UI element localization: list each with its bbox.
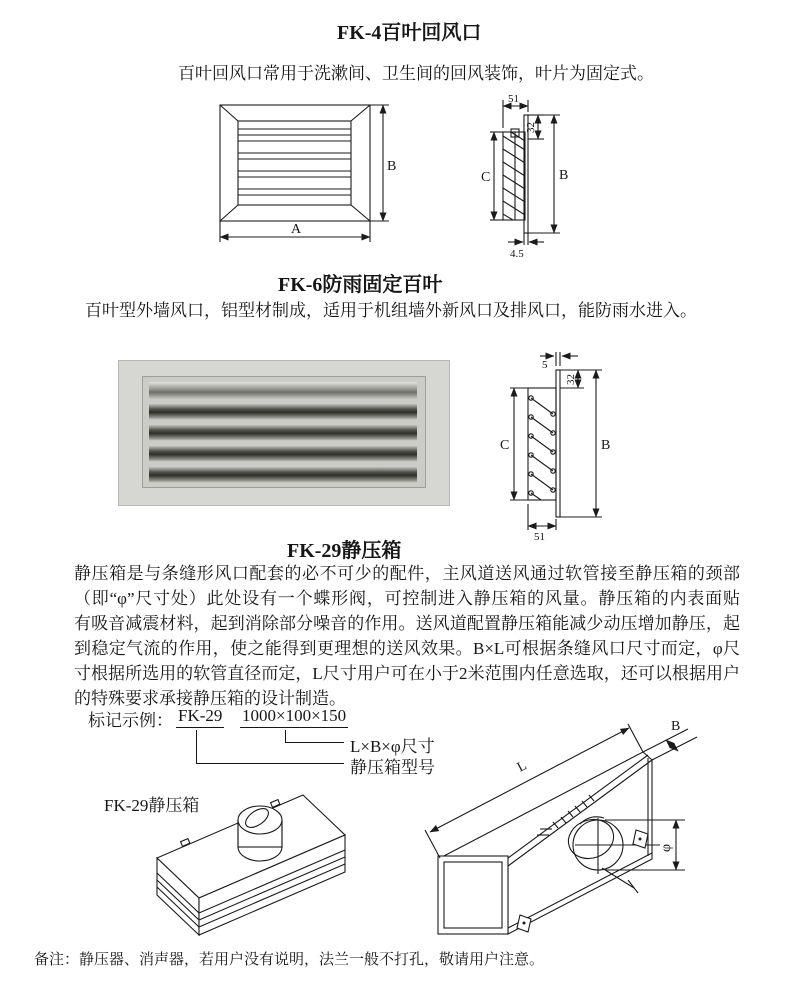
fk4-side-dim-32: 32 <box>525 122 537 133</box>
fk4-side-dim-c: C <box>481 170 491 185</box>
fk4-front-dim-a: A <box>291 222 302 237</box>
fk4-side-dim-45: 4.5 <box>510 248 524 260</box>
paragraph-line: 静压箱是与条缝形风口配套的必不可少的配件，主风道送风通过软管接至静压箱的颈部 <box>74 564 740 583</box>
fk29-drawing-label: FK-29静压箱 <box>104 796 200 815</box>
fk6-side-dim-32: 32 <box>565 374 577 385</box>
fk4-side-view-drawing <box>480 92 575 262</box>
paragraph-line: 的特殊要求承接静压箱的设计制造。 <box>74 689 346 708</box>
mark-example-size: 1000×100×150 <box>240 706 348 728</box>
fk6-side-view-drawing <box>498 348 618 543</box>
fk6-side-dim-b: B <box>601 438 611 453</box>
louver-slat <box>149 466 417 483</box>
fk29-duct-isometric-drawing <box>420 688 770 953</box>
fk4-description: 百叶回风口常用于洗漱间、卫生间的回风装饰，叶片为固定式。 <box>178 64 654 83</box>
fk6-product-photo <box>118 360 450 506</box>
callout-line-model <box>196 730 344 764</box>
fk4-front-dim-b: B <box>387 159 397 174</box>
fk29-plenum-isometric-drawing <box>145 785 385 950</box>
louver-slat <box>149 403 417 420</box>
fk6-side-dim-c: C <box>500 438 510 453</box>
paragraph-line: （即“φ”尺寸处）此处设有一个蝶形阀，可控制进入静压箱的风量。静压箱的内表面贴 <box>74 589 740 608</box>
paragraph-line: 寸根据所选用的软管直径而定，L尺寸用户可在小于2米范围内任意选取，还可以根据用户 <box>74 664 740 683</box>
louver-slat <box>149 424 417 441</box>
fk4-side-dim-b: B <box>559 168 569 183</box>
callout-model-label: 静压箱型号 <box>350 758 435 777</box>
fk29-iso-dim-b: B <box>671 719 681 734</box>
fk29-iso-dim-phi: φ <box>659 843 674 852</box>
fk4-section-title: FK-4百叶回风口 <box>337 22 482 44</box>
callout-size-label: L×B×φ尺寸 <box>350 737 435 756</box>
fk6-side-dim-51: 51 <box>534 531 545 543</box>
louver-slat <box>149 382 417 399</box>
fk6-photo-louver-area <box>142 376 426 488</box>
louver-slat <box>149 445 417 462</box>
fk29-section-title: FK-29静压箱 <box>287 540 402 562</box>
mark-example-model: FK-29 <box>176 706 224 728</box>
fk6-description: 百叶型外墙风口，铝型材制成，适用于机组墙外新风口及排风口，能防雨水进入。 <box>85 301 697 320</box>
fk6-side-dim-5: 5 <box>542 359 548 371</box>
fk6-section-title: FK-6防雨固定百叶 <box>278 274 443 296</box>
fk4-front-view-drawing <box>213 98 398 248</box>
footer-note: 备注：静压器、消声器，若用户没有说明，法兰一般不打孔，敬请用户注意。 <box>34 952 545 968</box>
fk29-iso-dim-l: L <box>514 758 530 776</box>
mark-example-label: 标记示例： <box>88 711 173 730</box>
paragraph-line: 有吸音减震材料，起到消除部分噪音的作用。送风道配置静压箱能减少动压增加静压，起 <box>74 614 740 633</box>
paragraph-line: 到稳定气流的作用，使之能得到更理想的送风效果。B×L可根据条缝风口尺寸而定，φ尺 <box>74 639 740 658</box>
fk4-side-dim-51: 51 <box>508 93 519 105</box>
